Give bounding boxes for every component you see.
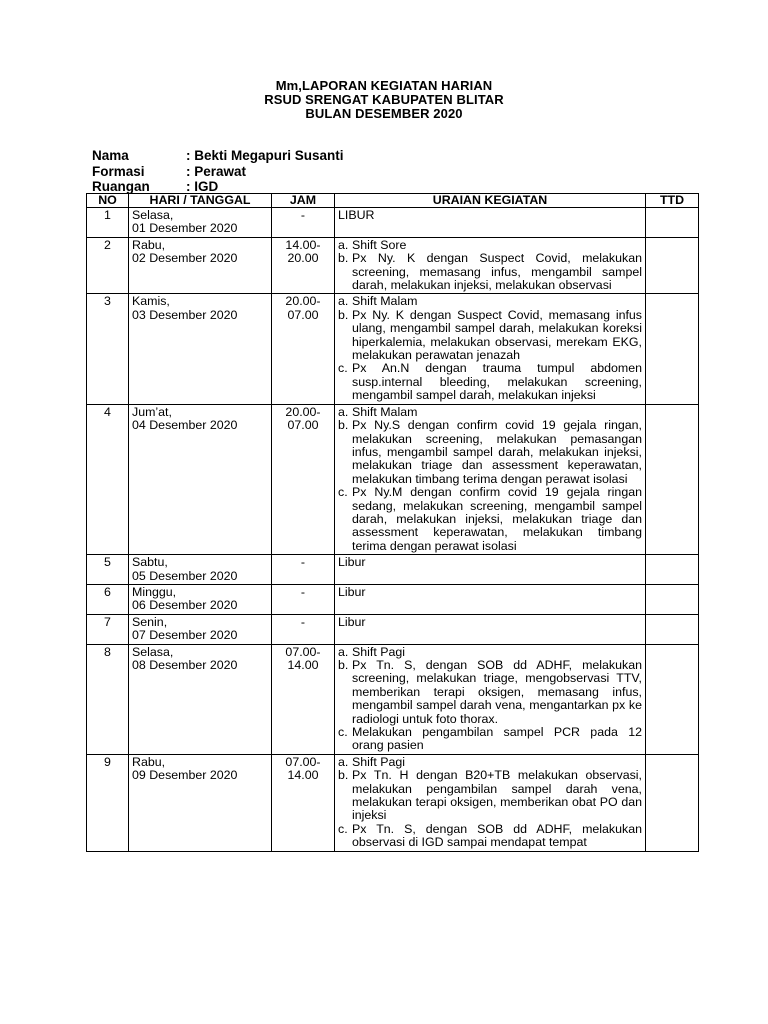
row-jam-end: 07.00 <box>287 418 319 433</box>
row-day: Jum’at, <box>132 404 172 419</box>
activity-item-text: Libur <box>338 584 366 599</box>
row-signature <box>646 555 699 585</box>
activity-item-text: Shift Malam <box>352 294 418 309</box>
row-signature <box>646 754 699 851</box>
activity-item-text: LIBUR <box>338 208 375 222</box>
activity-item-label: c. <box>338 725 348 740</box>
activity-item <box>338 659 642 726</box>
row-signature <box>646 584 699 614</box>
row-date: 03 Desember 2020 <box>132 307 238 322</box>
col-header-no: NO <box>87 194 129 208</box>
row-jam-start: - <box>300 555 306 570</box>
row-number: 4 <box>87 404 129 554</box>
title-line-2: RSUD SRENGAT KABUPATEN BLITAR <box>264 92 504 107</box>
row-jam-start: - <box>300 208 306 222</box>
activity-item-text: Px Ny. K dengan Suspect Covid, memasang infus ulang, mengambil sampel darah, melakukan koreksi hiperkalemia, melakukan observasi, merekam EKG, melakukan perawatan jenazah <box>352 307 642 363</box>
activity-item <box>338 309 642 363</box>
activity-item-text: Libur <box>338 614 366 629</box>
activity-item <box>338 823 642 850</box>
row-jam <box>272 644 335 754</box>
row-jam <box>272 237 335 294</box>
table-row <box>87 754 699 851</box>
activity-item-label: b. <box>338 658 349 672</box>
activity-item <box>338 295 642 308</box>
activity-item <box>338 616 642 629</box>
row-jam-end: 07.00 <box>287 307 319 322</box>
row-day-date <box>129 754 272 851</box>
activity-item-text: Libur <box>338 555 366 570</box>
row-day: Selasa, <box>132 208 174 222</box>
row-jam <box>272 404 335 554</box>
row-jam-start: - <box>300 614 306 629</box>
row-date: 04 Desember 2020 <box>132 418 238 433</box>
row-number: 7 <box>87 614 129 644</box>
table-row <box>87 555 699 585</box>
nama-value: : Bekti Megapuri Susanti <box>186 148 344 163</box>
employee-info <box>92 148 344 195</box>
activity-item-label: b. <box>338 418 349 433</box>
row-day: Sabtu, <box>132 555 168 570</box>
col-header-hari-tanggal: HARI / TANGGAL <box>129 194 272 208</box>
row-uraian <box>335 754 646 851</box>
table-header-row <box>87 194 699 208</box>
report-title <box>0 79 768 121</box>
formasi-value: : Perawat <box>186 163 247 179</box>
row-signature <box>646 208 699 238</box>
row-jam <box>272 614 335 644</box>
table-row <box>87 614 699 644</box>
row-date: 06 Desember 2020 <box>132 598 238 613</box>
row-jam-end: 14.00 <box>287 768 319 783</box>
row-number: 3 <box>87 294 129 404</box>
row-uraian <box>335 584 646 614</box>
row-jam <box>272 208 335 238</box>
row-date: 09 Desember 2020 <box>132 768 238 783</box>
activity-item <box>338 726 642 753</box>
col-header-jam: JAM <box>272 194 335 208</box>
row-day-date <box>129 555 272 585</box>
row-day-date <box>129 404 272 554</box>
row-jam <box>272 555 335 585</box>
activity-item-text: Px Ny.M dengan confirm covid 19 gejala ringan sedang, melakukan screening, mengambil sampel darah, melakukan injeksi, melakukan triage dan assessment keperawatan, melakukan timbang terima dengan perawat isolasi <box>352 485 642 553</box>
activity-item <box>338 209 642 222</box>
table-row <box>87 584 699 614</box>
row-jam <box>272 754 335 851</box>
row-jam-start: - <box>300 584 306 599</box>
activity-item <box>338 362 642 402</box>
activity-item-label: a. <box>338 644 349 659</box>
row-jam-start: 14.00- <box>285 237 321 252</box>
row-uraian <box>335 555 646 585</box>
activity-item-label: a. <box>338 294 349 309</box>
col-header-ttd: TTD <box>646 194 699 208</box>
activity-item-label: b. <box>338 768 349 783</box>
activity-item <box>338 756 642 769</box>
activity-item-label: c. <box>338 485 348 500</box>
row-number: 6 <box>87 584 129 614</box>
activity-item <box>338 419 642 486</box>
row-signature <box>646 614 699 644</box>
row-uraian <box>335 208 646 238</box>
activity-item <box>338 646 642 659</box>
row-date: 07 Desember 2020 <box>132 628 238 643</box>
activity-item-text: Shift Pagi <box>352 754 406 769</box>
row-day-date <box>129 644 272 754</box>
activity-table <box>86 193 699 852</box>
row-jam-start: 20.00- <box>285 404 321 419</box>
row-signature <box>646 237 699 294</box>
table-body <box>87 208 699 852</box>
row-jam-start: 07.00- <box>285 644 321 659</box>
info-row-nama <box>92 148 344 164</box>
activity-item-label: b. <box>338 307 349 322</box>
info-row-formasi <box>92 164 344 180</box>
table-row <box>87 644 699 754</box>
activity-item-text: Px Tn. S, dengan SOB dd ADHF, melakukan observasi di IGD sampai mendapat tempat <box>352 821 642 850</box>
activity-item <box>338 252 642 292</box>
row-signature <box>646 644 699 754</box>
row-day: Minggu, <box>132 584 177 599</box>
row-jam-end: 20.00 <box>287 251 319 266</box>
row-jam-start: 07.00- <box>285 754 321 769</box>
title-line-1: Mm,LAPORAN KEGIATAN HARIAN <box>275 78 493 93</box>
activity-item-label: a. <box>338 404 349 419</box>
row-day-date <box>129 614 272 644</box>
row-uraian <box>335 294 646 404</box>
activity-item-label: a. <box>338 237 349 252</box>
row-day-date <box>129 237 272 294</box>
row-number: 1 <box>87 208 129 238</box>
ruangan-value: : IGD <box>186 179 219 194</box>
row-day: Senin, <box>132 614 168 629</box>
row-jam-start: 20.00- <box>285 294 321 309</box>
activity-item-text: Px Ny. K dengan Suspect Covid, melakukan screening, memasang infus, mengambil sampel darah, melakukan injeksi, melakukan observasi <box>352 251 642 293</box>
activity-item <box>338 586 642 599</box>
row-date: 08 Desember 2020 <box>132 658 238 672</box>
table-row <box>87 208 699 238</box>
activity-item-text: Shift Pagi <box>352 644 406 659</box>
title-line-3: BULAN DESEMBER 2020 <box>305 106 463 121</box>
activity-item-label: c. <box>338 361 348 376</box>
row-number: 8 <box>87 644 129 754</box>
row-date: 01 Desember 2020 <box>132 221 238 236</box>
activity-item-text: Px Tn. S, dengan SOB dd ADHF, melakukan screening, melakukan triage, mengobservasi TTV, memberikan terapi oksigen, memasang infus, mengambil sampel darah vena, mengantarkan px ke radiologi untuk foto thorax. <box>352 658 642 726</box>
activity-item-text: Px Tn. H dengan B20+TB melakukan observasi, melakukan pengambilan sampel darah vena, melakukan terapi oksigen, memberikan obat PO dan injeksi <box>352 768 642 823</box>
col-header-uraian: URAIAN KEGIATAN <box>335 194 646 208</box>
row-uraian <box>335 237 646 294</box>
activity-item-text: Shift Malam <box>352 404 418 419</box>
activity-item <box>338 769 642 823</box>
activity-item-label: b. <box>338 251 349 266</box>
activity-item <box>338 239 642 252</box>
row-date: 05 Desember 2020 <box>132 568 238 583</box>
row-uraian <box>335 644 646 754</box>
row-signature <box>646 294 699 404</box>
activity-item-text: Shift Sore <box>352 237 407 252</box>
row-number: 5 <box>87 555 129 585</box>
row-date: 02 Desember 2020 <box>132 251 238 266</box>
row-day-date <box>129 584 272 614</box>
row-number: 9 <box>87 754 129 851</box>
activity-item-label: a. <box>338 754 349 769</box>
ruangan-label: Ruangan <box>92 179 150 194</box>
activity-item-text: Melakukan pengambilan sampel PCR pada 12 orang pasien <box>352 725 642 753</box>
row-jam-end: 14.00 <box>287 658 319 672</box>
row-number: 2 <box>87 237 129 294</box>
row-jam <box>272 294 335 404</box>
row-uraian <box>335 404 646 554</box>
nama-label: Nama <box>92 148 129 163</box>
activity-item <box>338 486 642 553</box>
table-row <box>87 294 699 404</box>
activity-item-text: Px An.N dengan trauma tumpul abdomen susp.internal bleeding, melakukan screening, mengambil sampel darah, melakukan injeksi <box>352 361 642 403</box>
row-jam <box>272 584 335 614</box>
table-row <box>87 404 699 554</box>
table-row <box>87 237 699 294</box>
activity-item <box>338 406 642 419</box>
row-uraian <box>335 614 646 644</box>
row-signature <box>646 404 699 554</box>
row-day-date <box>129 208 272 238</box>
row-day-date <box>129 294 272 404</box>
row-day: Kamis, <box>132 294 170 309</box>
row-day: Rabu, <box>132 237 166 252</box>
row-day: Selasa, <box>132 644 174 659</box>
activity-item-label: c. <box>338 821 348 836</box>
formasi-label: Formasi <box>92 163 145 179</box>
activity-item-text: Px Ny.S dengan confirm covid 19 gejala ringan, melakukan screening, melakukan pemasangan infus, mengambil sampel darah, melakukan injeksi, melakukan triage dan assessment keperawatan, melakukan timbang terima dengan perawat isolasi <box>352 418 642 486</box>
activity-item <box>338 556 642 569</box>
row-day: Rabu, <box>132 754 166 769</box>
